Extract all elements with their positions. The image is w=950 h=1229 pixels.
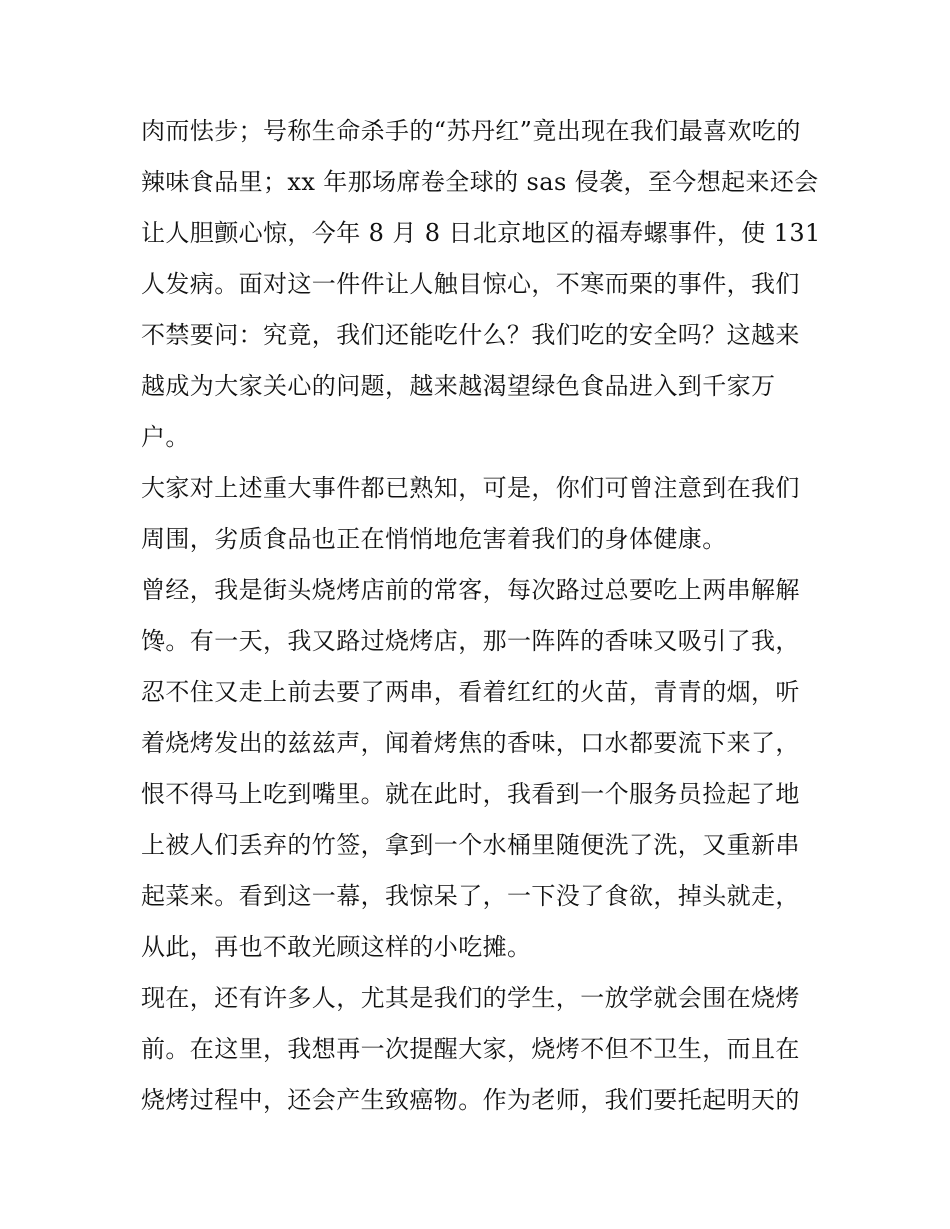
text-line: 着烧烤发出的兹兹声，闻着烤焦的香味，口水都要流下来了，	[141, 729, 800, 757]
text-line: 上被人们丢弃的竹签，拿到一个水桶里随便洗了洗，又重新串	[141, 831, 800, 859]
text-line: 肉而怯步；号称生命杀手的“苏丹红”竟出现在我们最喜欢吃的	[141, 117, 801, 145]
text-line: 不禁要问：究竟，我们还能吃什么？我们吃的安全吗？这越来	[141, 321, 800, 349]
text-line: 从此，再也不敢光顾这样的小吃摊。	[141, 933, 532, 961]
text-line: 起菜来。看到这一幕，我惊呆了，一下没了食欲，掉头就走，	[141, 882, 800, 910]
text-line: 现在，还有许多人，尤其是我们的学生，一放学就会围在烧烤	[141, 984, 800, 1012]
text-line: 馋。有一天，我又路过烧烤店，那一阵阵的香味又吸引了我，	[141, 627, 800, 655]
text-line: 让人胆颤心惊，今年 8 月 8 日北京地区的福寿螺事件，使 131	[141, 219, 821, 247]
text-line: 周围，劣质食品也正在悄悄地危害着我们的身体健康。	[141, 525, 727, 553]
text-line: 曾经，我是街头烧烤店前的常客，每次路过总要吃上两串解解	[141, 576, 800, 604]
text-line: 恨不得马上吃到嘴里。就在此时，我看到一个服务员捡起了地	[141, 780, 800, 808]
text-line: 忍不住又走上前去要了两串，看着红红的火苗，青青的烟，听	[141, 678, 800, 706]
text-line: 户。	[141, 423, 190, 451]
text-line: 越成为大家关心的问题，越来越渴望绿色食品进入到千家万	[141, 372, 776, 400]
text-line: 人发病。面对这一件件让人触目惊心，不寒而栗的事件，我们	[141, 270, 800, 298]
text-line: 大家对上述重大事件都已熟知，可是，你们可曾注意到在我们	[141, 474, 800, 502]
text-line: 烧烤过程中，还会产生致癌物。作为老师，我们要托起明天的	[141, 1086, 800, 1114]
text-line: 前。在这里，我想再一次提醒大家，烧烤不但不卫生，而且在	[141, 1035, 800, 1063]
text-line: 辣味食品里；xx 年那场席卷全球的 sas 侵袭，至今想起来还会	[141, 168, 819, 196]
document-body-text	[141, 106, 821, 1126]
